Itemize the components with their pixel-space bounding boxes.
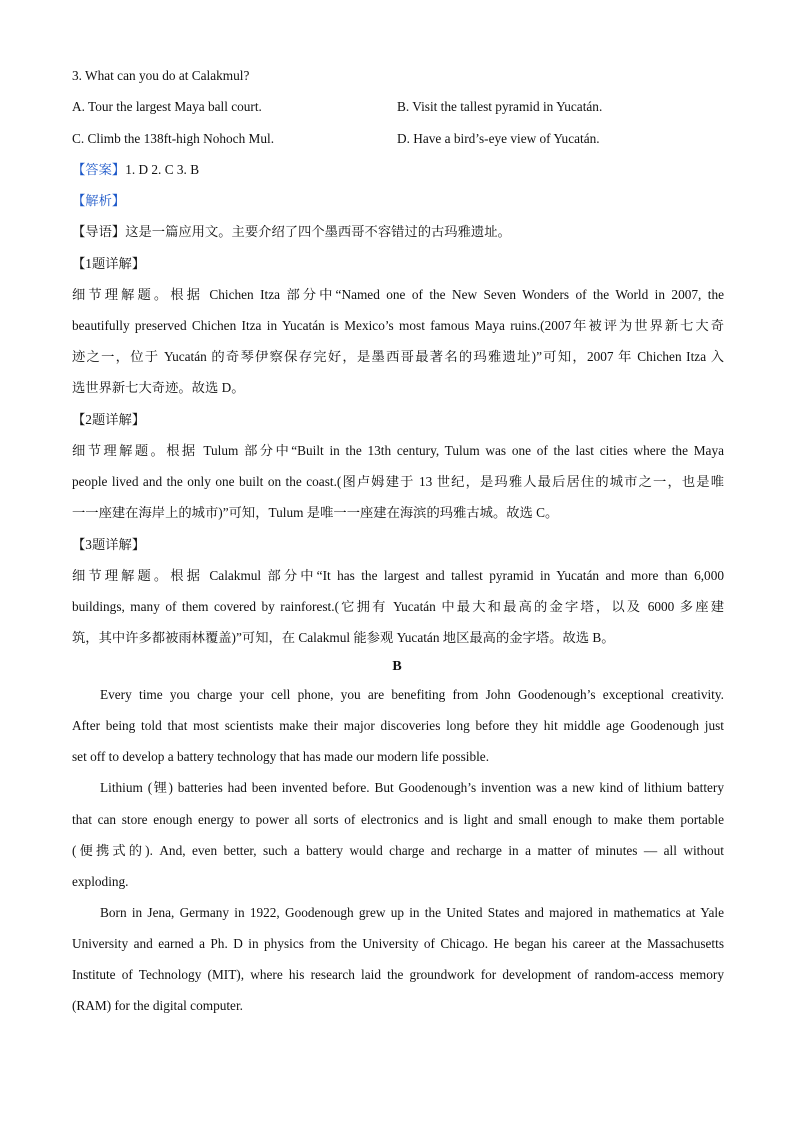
option-c: C. Climb the 138ft-high Nohoch Mul. xyxy=(72,131,275,146)
q3-label: 【3题详解】 xyxy=(72,537,146,552)
q1-line: 选世界新七大奇迹。故选 D。 xyxy=(72,380,245,395)
paragraph-line: (RAM) for the digital computer. xyxy=(72,998,243,1013)
q2-label: 【2题详解】 xyxy=(72,412,146,427)
q2-line: people lived and the only one built on the coast.(图卢姆建于 13 世纪，是玛雅人最后居住的城市之一，也是唯 xyxy=(72,474,724,489)
q1-line: 迹之一，位于 Yucatán 的奇琴伊察保存完好，是墨西哥最著名的玛雅遗址)”可知，2007 年 Chichen Itza 入 xyxy=(72,349,724,364)
paragraph-line: set off to develop a battery technology that has made our modern life possible. xyxy=(72,749,490,764)
paragraph-line: that can store enough energy to power all sorts of electronics and is light and small enough to make them portable xyxy=(72,812,724,827)
paragraph-line: Institute of Technology (MIT), where his research laid the groundwork for development of random-access memory xyxy=(72,967,724,982)
q2-line: 一一座建在海岸上的城市)”可知，Tulum 是唯一一座建在海滨的玛雅古城。故选 C。 xyxy=(72,505,559,520)
analysis-label: 【解析】 xyxy=(72,193,126,208)
paragraph-line: Every time you charge your cell phone, you are benefiting from John Goodenough’s exceptional creativity. xyxy=(100,687,724,702)
q3-line: buildings, many of them covered by rainforest.(它拥有 Yucatán 中最大和最高的金字塔，以及 6000 多座建 xyxy=(72,599,724,614)
q1-label: 【1题详解】 xyxy=(72,256,146,271)
guide-label: 【导语】 xyxy=(72,224,126,239)
paragraph-line: University and earned a Ph. D in physics from the University of Chicago. He began his career at the Massachusetts xyxy=(72,936,724,951)
paragraph-line: exploding. xyxy=(72,874,129,889)
paragraph-line: After being told that most scientists make their major discoveries long before they hit middle age Goodenough just xyxy=(72,718,724,733)
guide-text: 这是一篇应用文。主要介绍了四个墨西哥不容错过的古玛雅遗址。 xyxy=(125,224,511,239)
option-d: D. Have a bird’s-eye view of Yucatán. xyxy=(397,131,600,146)
paragraph-line: (便携式的). And, even better, such a battery would charge and recharge in a matter of minutes — all without xyxy=(72,843,724,858)
paragraph-line: Lithium (锂) batteries had been invented before. But Goodenough’s invention was a new kind of lithium battery xyxy=(100,780,724,795)
option-b: B. Visit the tallest pyramid in Yucatán. xyxy=(397,99,603,114)
paragraph-line: Born in Jena, Germany in 1922, Goodenough grew up in the United States and majored in mathematics at Yale xyxy=(100,905,724,920)
option-a: A. Tour the largest Maya ball court. xyxy=(72,99,262,114)
question-stem: 3. What can you do at Calakmul? xyxy=(72,68,250,83)
q3-line: 筑，其中许多都被雨林覆盖)”可知，在 Calakmul 能参观 Yucatán 地区最高的金字塔。故选 B。 xyxy=(72,630,615,645)
answer-values: 1. D 2. C 3. B xyxy=(125,162,200,177)
q1-line: beautifully preserved Chichen Itza in Yucatán is Mexico’s most famous Maya ruins.(2007年被评为世界新七大奇 xyxy=(72,318,724,333)
section-heading: B xyxy=(392,659,402,674)
answer-line xyxy=(72,160,724,180)
q1-line: 细节理解题。根据 Chichen Itza 部分中“Named one of the New Seven Wonders of the World in 2007, the xyxy=(72,287,724,302)
q2-line: 细节理解题。根据 Tulum 部分中“Built in the 13th century, Tulum was one of the last cities where the Maya xyxy=(72,443,724,458)
answer-label: 【答案】 xyxy=(72,162,126,177)
q3-line: 细节理解题。根据 Calakmul 部分中“It has the largest and tallest pyramid in Yucatán and more than 6,000 xyxy=(72,568,724,583)
guide-line xyxy=(72,222,724,242)
